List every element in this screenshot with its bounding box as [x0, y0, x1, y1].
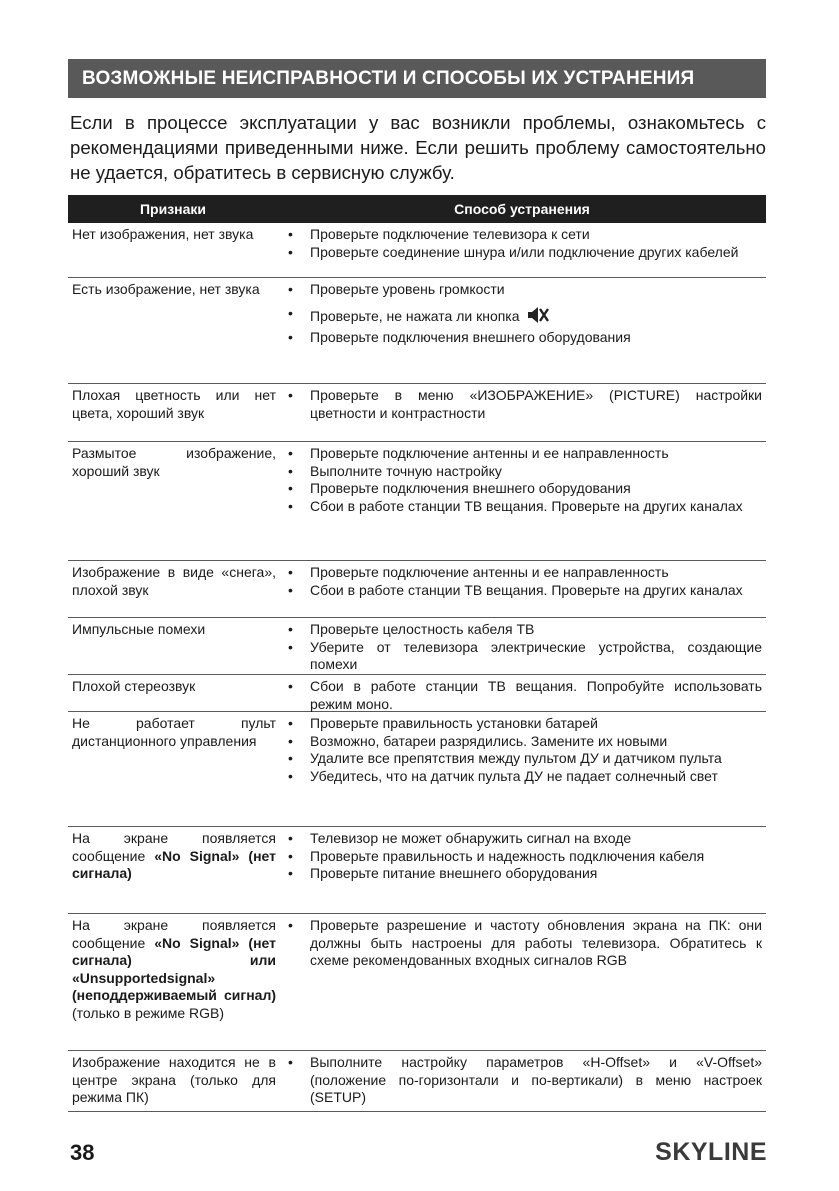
solution-item: • Возможно, батареи разрядились. Замените их новыми [288, 733, 762, 751]
table-row [68, 914, 766, 1051]
symptom-cell: Плохая цветность или нет цвета, хороший звук [72, 387, 276, 421]
solution-item: • Проверьте подключение антенны и ее направленность [288, 445, 762, 463]
symptom-cell: Размытое изображение, хороший звук [72, 445, 276, 479]
solution-item: • Сбои в работе станции ТВ вещания. Проверьте на других каналах [288, 498, 762, 516]
table-row [68, 278, 766, 384]
solution-item [288, 305, 762, 330]
solution-item: • Выполните точную настройку [288, 463, 762, 481]
symptom-note: (только в режиме RGB) [72, 1004, 225, 1021]
solution-item: • Проверьте в меню «ИЗОБРАЖЕНИЕ» (PICTURE) настройки цветности и контрастности [288, 387, 762, 422]
symptom-message: «No Signal» (нет сигнала) [72, 847, 276, 881]
solutions-cell [276, 1051, 766, 1111]
table-header [68, 195, 766, 223]
solution-item: • Проверьте подключения внешнего оборудования [288, 480, 762, 498]
table-row [68, 675, 766, 712]
solution-item: • Убедитесь, что на датчик пульта ДУ не падает солнечный свет [288, 768, 762, 786]
solution-item: • Проверьте разрешение и частоту обновления экрана на ПК: они должны быть настроены для работы телевизора. Обратитесь к схеме рекомендованных входных сигналов RGB [288, 917, 762, 970]
solutions-cell [276, 561, 766, 617]
intro-paragraph: Если в процессе эксплуатации у вас возникли проблемы, ознакомьтесь с рекомендациями приведенными ниже. Если решить проблему самостоятельно не удается, обратитесь в сервисную службу. [70, 112, 766, 183]
solution-item: • Проверьте подключения внешнего оборудования [288, 329, 762, 347]
solution-item: • Проверьте подключение телевизора к сети [288, 226, 762, 244]
solution-item: • Проверьте соединение шнура и/или подключение других кабелей [288, 244, 762, 262]
troubleshooting-table [68, 195, 766, 1112]
solutions-cell [276, 712, 766, 826]
solution-item: • Проверьте уровень громкости [288, 281, 762, 299]
solution-item: • Проверьте питание внешнего оборудования [288, 865, 762, 883]
solution-item: • Выполните настройку параметров «H-Offset» и «V-Offset» (положение по-горизонтали и по-вертикали) в меню настроек (SETUP) [288, 1054, 762, 1107]
brand-logo: SKYLINE [655, 1138, 767, 1166]
solution-item: • Сбои в работе станции ТВ вещания. Проверьте на других каналах [288, 582, 762, 600]
page-title: ВОЗМОЖНЫЕ НЕИСПРАВНОСТИ И СПОСОБЫ ИХ УСТРАНЕНИЯ [68, 59, 766, 98]
solutions-cell [276, 675, 766, 711]
solution-item: • Проверьте целостность кабеля ТВ [288, 621, 762, 639]
solution-item: • Проверьте правильность и надежность подключения кабеля [288, 848, 762, 866]
solution-item: • Проверьте правильность установки батарей [288, 715, 762, 733]
solutions-cell [276, 278, 766, 383]
table-row [68, 827, 766, 914]
solutions-cell [276, 223, 766, 277]
table-row [68, 1051, 766, 1112]
symptom-cell: Не работает пульт дистанционного управления [72, 715, 276, 749]
symptom-cell [68, 827, 276, 913]
symptom-cell: Нет изображения, нет звука [72, 226, 254, 242]
table-row [68, 384, 766, 442]
header-symptoms: Признаки [139, 201, 207, 217]
symptom-text: На экране появляется сообщение [72, 830, 276, 864]
symptom-cell: Есть изображение, нет звука [72, 281, 260, 297]
solution-item: • Уберите от телевизора электрические устройства, создающие помехи [288, 639, 762, 674]
solutions-cell [276, 442, 766, 560]
symptom-text: На экране появляется сообщение [72, 917, 276, 951]
header-solutions: Способ устранения [454, 201, 590, 217]
solutions-cell [276, 618, 766, 674]
symptom-cell [68, 914, 276, 1050]
table-row [68, 561, 766, 618]
mute-icon [526, 305, 550, 330]
symptom-cell: Плохой стереозвук [72, 678, 196, 694]
solution-item: • Сбои в работе станции ТВ вещания. Попробуйте использовать режим моно. [288, 678, 762, 713]
table-row [68, 712, 766, 827]
table-row [68, 618, 766, 675]
symptom-cell: Изображение находится не в центре экрана (только для режима ПК) [72, 1054, 276, 1105]
page-number: 38 [70, 1140, 95, 1165]
solution-item: • Телевизор не может обнаружить сигнал на входе [288, 830, 762, 848]
table-row [68, 442, 766, 561]
solutions-cell [276, 914, 766, 1050]
solution-text: Проверьте, не нажата ли кнопка [310, 307, 520, 324]
solution-item: • Проверьте подключение антенны и ее направленность [288, 564, 762, 582]
table-row [68, 223, 766, 278]
symptom-message: «No Signal» (нет сигнала) или «Unsupportedsignal» (неподдерживаемый сигнал) [72, 934, 276, 1003]
solution-item: • Удалите все препятствия между пультом ДУ и датчиком пульта [288, 750, 762, 768]
symptom-cell: Изображение в виде «снега», плохой звук [72, 564, 276, 598]
solutions-cell [276, 827, 766, 913]
solutions-cell [276, 384, 766, 441]
symptom-cell: Импульсные помехи [72, 621, 206, 637]
